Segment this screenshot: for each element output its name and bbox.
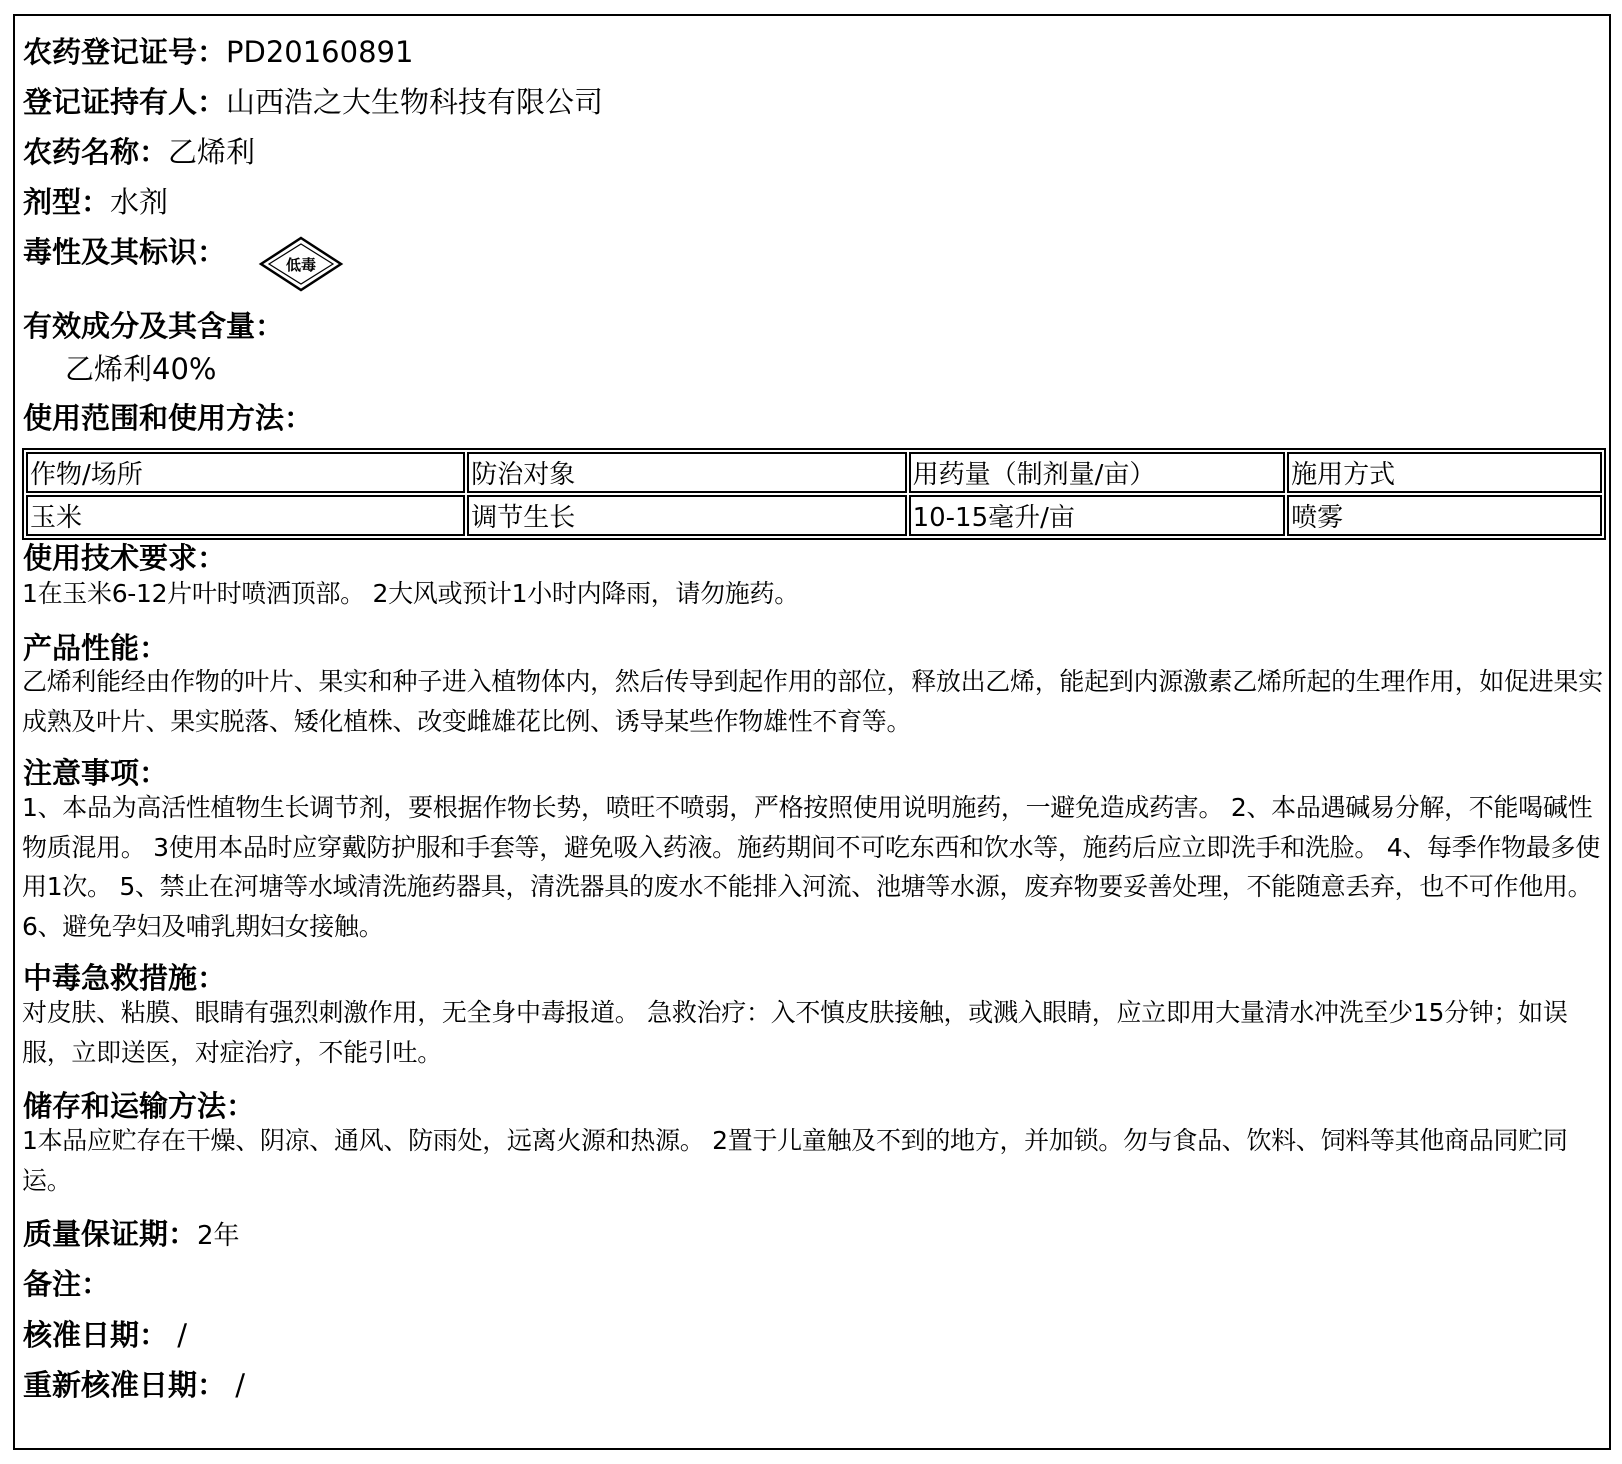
precautions-text: 1、本品为高活性植物生长调节剂，要根据作物长势，喷旺不喷弱，严格按照使用说明施药，一避免造成药害。 2、本品遇碱易分解，不能喝碱性物质混用。 3使用本品时应穿戴防护服和手套等，避免吸入药液。施药期间不可吃东西和饮水等，施药后应立即洗手和洗脸。 4、每季作物最多使用1次。 5、禁止在河塘等水域清洗施药器具，清洗器具的废水不能排入河流、池塘等水源，废弃物要妥善处理，不能随意丢弃，也不可作他用。 6、避免孕妇及哺乳期妇女接触。 [22,793,1600,942]
usage-table [22,448,1606,540]
storage-text: 1本品应贮存在干燥、阴凉、通风、防雨处，远离火源和热源。 2置于儿童触及不到的地方，并加锁。勿与食品、饮料、饲料等其他商品同贮同运。 [22,1126,1568,1195]
registration-number-label: 农药登记证号： [23,35,227,69]
usage-cell-dosage: 10-15毫升/亩 [909,495,1286,536]
low-toxicity-mark-icon [251,230,351,298]
remarks-label: 备注： [23,1267,111,1301]
approval-date-row [23,1313,187,1354]
toxicity-label: 毒性及其标识： [23,235,227,269]
shelf-life-value: 2年 [197,1221,240,1251]
formulation-label: 剂型： [23,185,111,219]
toxicity-row [23,230,226,271]
registration-number-row [23,30,413,71]
registration-holder-label: 登记证持有人： [23,85,227,119]
usage-table-header-row [26,452,1602,493]
reapproval-date-label: 重新核准日期： [23,1368,227,1402]
remarks-row [23,1262,110,1303]
formulation-row [23,180,168,221]
usage-header-crop: 作物/场所 [26,452,465,493]
usage-header-target: 防治对象 [467,452,906,493]
usage-cell-method: 喷雾 [1287,495,1602,536]
pesticide-name-value: 乙烯利 [168,135,256,169]
low-toxicity-mark-text: 低毒 [285,256,317,274]
first-aid-heading: 中毒急救措施： [23,961,227,995]
ingredient-value: 乙烯利40% [65,352,217,386]
technical-requirements-text: 1在玉米6-12片叶时喷洒顶部。 2大风或预计1小时内降雨，请勿施药。 [22,579,799,608]
approval-date-value: / [168,1318,188,1352]
ingredient-heading: 有效成分及其含量： [23,309,285,343]
shelf-life-label: 质量保证期： [23,1217,198,1251]
pesticide-label-document [13,14,1611,1450]
formulation-value: 水剂 [110,185,169,219]
reapproval-date-row [23,1363,245,1404]
product-performance-heading: 产品性能： [23,631,169,665]
usage-heading: 使用范围和使用方法： [23,401,314,435]
shelf-life-row [23,1212,240,1253]
reapproval-date-value: / [226,1368,246,1402]
storage-heading: 储存和运输方法： [23,1089,256,1123]
approval-date-label: 核准日期： [23,1318,169,1352]
precautions-heading: 注意事项： [23,756,169,790]
technical-requirements-heading: 使用技术要求： [23,541,227,575]
product-performance-text: 乙烯利能经由作物的叶片、果实和种子进入植物体内，然后传导到起作用的部位，释放出乙烯，能起到内源激素乙烯所起的生理作用，如促进果实成熟及叶片、果实脱落、矮化植株、改变雌雄花比例、诱导某些作物雄性不育等。 [22,667,1603,736]
usage-header-dosage: 用药量（制剂量/亩） [909,452,1286,493]
pesticide-name-row [23,130,255,171]
usage-cell-crop: 玉米 [26,495,465,536]
registration-number-value: PD20160891 [226,35,414,69]
usage-header-method: 施用方式 [1287,452,1602,493]
registration-holder-row [23,80,603,121]
first-aid-text: 对皮肤、粘膜、眼睛有强烈刺激作用，无全身中毒报道。 急救治疗：入不慎皮肤接触，或溅入眼睛，应立即用大量清水冲洗至少15分钟；如误服，立即送医，对症治疗，不能引吐。 [22,998,1568,1067]
pesticide-name-label: 农药名称： [23,135,169,169]
usage-table-row [26,495,1602,536]
usage-cell-target: 调节生长 [467,495,906,536]
registration-holder-value: 山西浩之大生物科技有限公司 [226,85,604,119]
